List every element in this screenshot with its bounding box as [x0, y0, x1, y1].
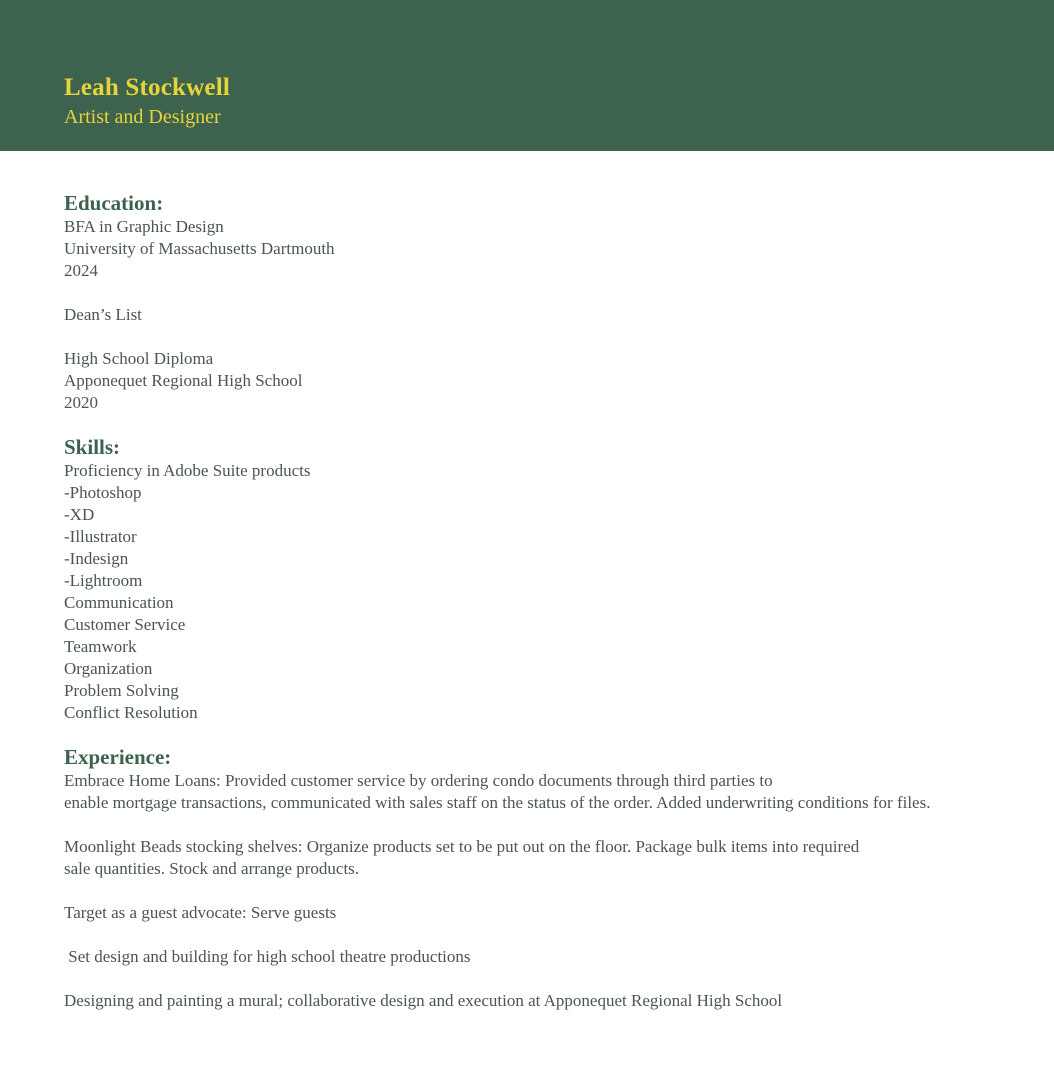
skill-item: -Indesign [64, 549, 129, 568]
skill-item: -XD [64, 505, 95, 524]
education-year: 2024 [64, 261, 98, 280]
spacer [64, 924, 1044, 946]
experience-embrace-line2: enable mortgage transactions, communicated with sales staff on the status of the order. Added underwriting conditions for files. [64, 793, 931, 812]
education-degree: BFA in Graphic Design [64, 217, 224, 236]
hs-diploma: High School Diploma [64, 349, 214, 368]
resume-subtitle: Artist and Designer [64, 106, 221, 128]
spacer [64, 814, 1044, 836]
spacer [64, 282, 1044, 304]
hs-school: Apponequet Regional High School [64, 371, 303, 390]
experience-moonlight-line2: sale quantities. Stock and arrange products. [64, 859, 360, 878]
spacer [64, 414, 1044, 434]
resume-body [64, 190, 1044, 1012]
experience-mural: Designing and painting a mural; collaborative design and execution at Apponequet Regional High School [64, 991, 783, 1010]
spacer [64, 724, 1044, 744]
experience-set-design: Set design and building for high school theatre productions [64, 947, 471, 966]
header-banner [0, 0, 1054, 151]
education-heading: Education: [64, 191, 164, 215]
experience-heading: Experience: [64, 745, 172, 769]
spacer [64, 968, 1044, 990]
skill-item: Teamwork [64, 637, 137, 656]
experience-moonlight-line1: Moonlight Beads stocking shelves: Organize products set to be put out on the floor. Package bulk items into required [64, 837, 860, 856]
education-honor: Dean’s List [64, 305, 142, 324]
experience-target: Target as a guest advocate: Serve guests [64, 903, 337, 922]
skill-item: -Illustrator [64, 527, 137, 546]
resume-name: Leah Stockwell [64, 74, 230, 101]
skill-item: -Lightroom [64, 571, 143, 590]
spacer [64, 880, 1044, 902]
skill-item: Customer Service [64, 615, 186, 634]
skill-item: Organization [64, 659, 153, 678]
spacer [64, 326, 1044, 348]
skill-item: -Photoshop [64, 483, 142, 502]
skill-item: Problem Solving [64, 681, 179, 700]
skill-item: Conflict Resolution [64, 703, 198, 722]
experience-embrace-line1: Embrace Home Loans: Provided customer service by ordering condo documents through third parties to [64, 771, 773, 790]
hs-year: 2020 [64, 393, 98, 412]
skills-heading: Skills: [64, 435, 121, 459]
education-school: University of Massachusetts Dartmouth [64, 239, 335, 258]
skill-item: Proficiency in Adobe Suite products [64, 461, 311, 480]
skill-item: Communication [64, 593, 174, 612]
